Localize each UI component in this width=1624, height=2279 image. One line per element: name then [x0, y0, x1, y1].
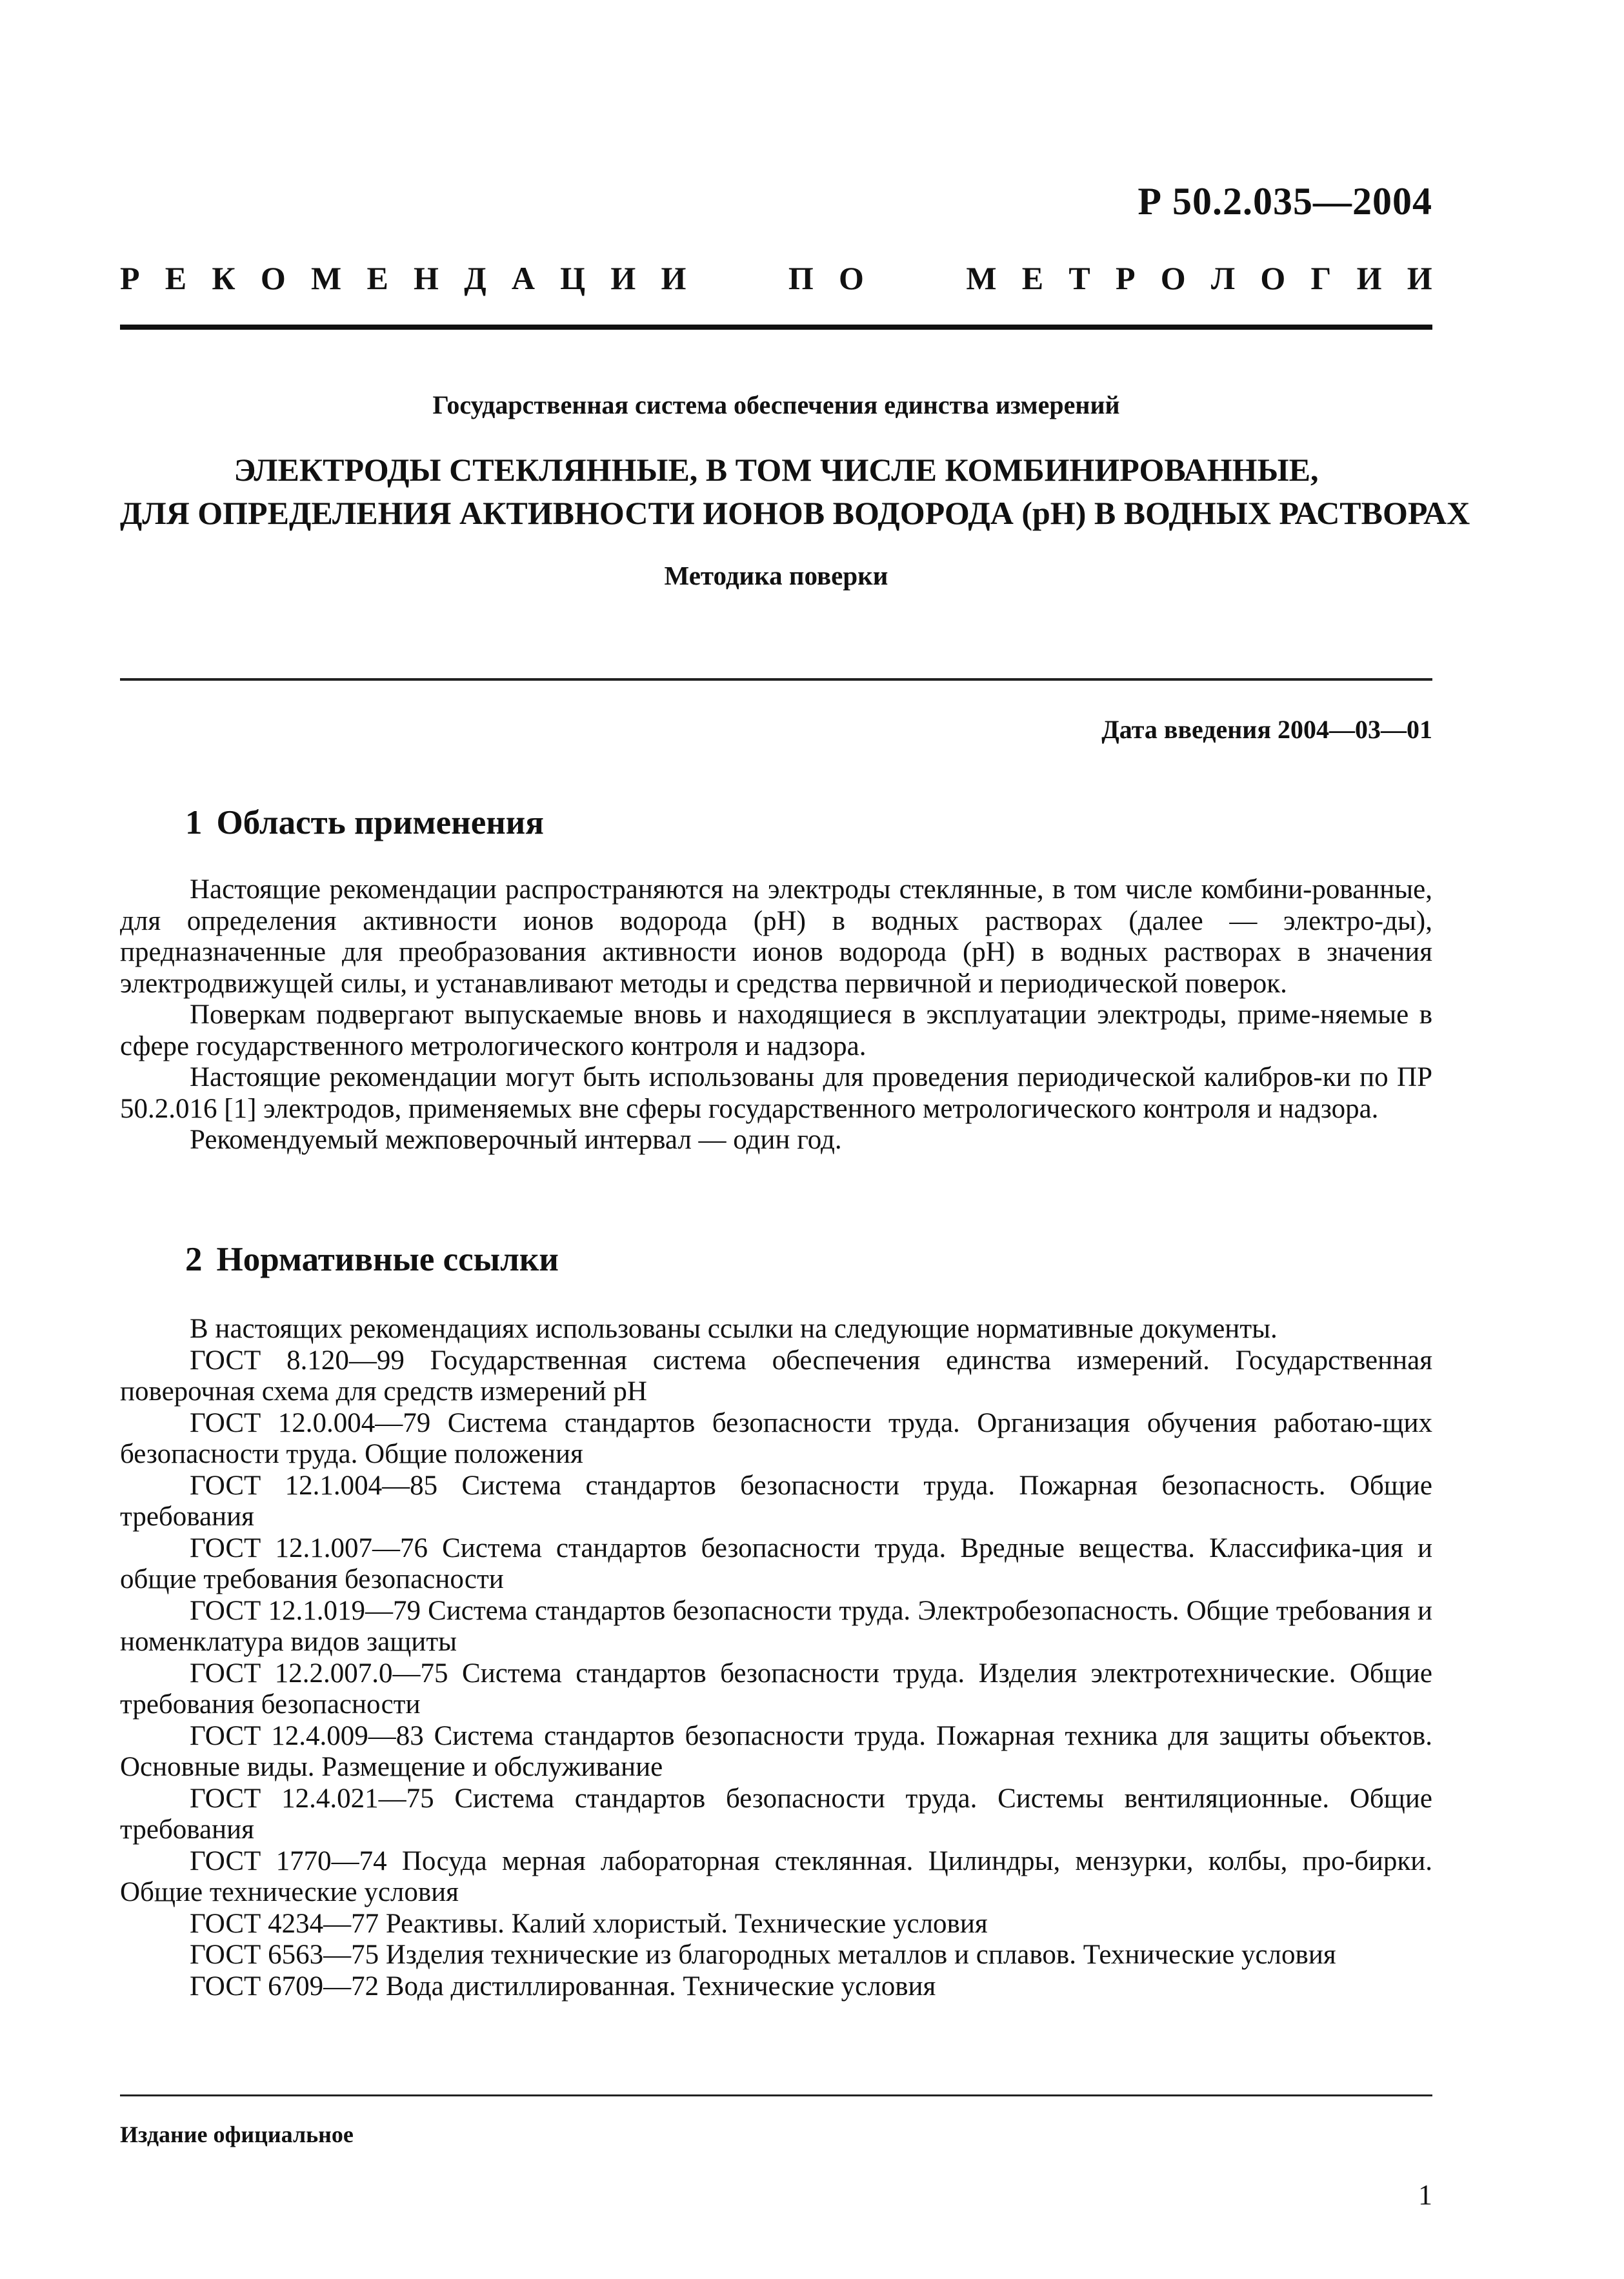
reference-item: ГОСТ 12.4.009—83 Система стандартов безопасности труда. Пожарная техника для защиты объектов. Основные виды. Размещение и обслуживание [120, 1720, 1432, 1782]
banner-letter: И [661, 260, 687, 296]
paragraph: Настоящие рекомендации распространяются на электроды стеклянные, в том числе комбини-рованные, для определения активности ионов водорода (рН) в водных растворах (далее — электро-ды), предназначенные для преобразования активности ионов водорода (рН) в водных растворах в значения электродвижущей силы, и устанавливают методы и средства первичной и периодической поверок. [120, 874, 1432, 999]
reference-item: ГОСТ 12.1.004—85 Система стандартов безопасности труда. Пожарная безопасность. Общие требования [120, 1470, 1432, 1532]
section-1-title: Область применения [216, 804, 544, 841]
paragraph: В настоящих рекомендациях использованы ссылки на следующие нормативные документы. [190, 1314, 1278, 1344]
banner-letter: А [511, 260, 535, 296]
section-2-heading [185, 1240, 559, 1279]
paragraph: Поверкам подвергают выпускаемые вновь и находящиеся в эксплуатации электроды, приме-няемые в сфере государственного метрологического контроля и надзора. [120, 999, 1432, 1061]
banner-letter: О [260, 260, 286, 296]
document-title-line-2: ДЛЯ ОПРЕДЕЛЕНИЯ АКТИВНОСТИ ИОНОВ ВОДОРОДА (рН) В ВОДНЫХ РАСТВОРАХ [120, 495, 1470, 531]
section-1-body [120, 874, 1432, 1156]
series-banner [120, 259, 1432, 297]
banner-letter: О [1160, 260, 1186, 296]
section-2-title: Нормативные ссылки [216, 1241, 559, 1278]
reference-item: ГОСТ 1770—74 Посуда мерная лабораторная стеклянная. Цилиндры, мензурки, колбы, про-бирки. Общие технические условия [120, 1845, 1432, 1907]
reference-item: ГОСТ 6709—72 Вода дистиллированная. Технические условия [190, 1971, 936, 2002]
document-number: Р 50.2.035—2004 [1138, 180, 1432, 223]
banner-letter: М [966, 260, 997, 296]
banner-letter: И [1407, 260, 1432, 296]
reference-item: ГОСТ 12.0.004—79 Система стандартов безопасности труда. Организация обучения работаю-щих безопасности труда. Общие положения [120, 1407, 1432, 1469]
banner-letter: Е [1021, 260, 1044, 296]
banner-letter: И [610, 260, 636, 296]
reference-item: ГОСТ 12.1.007—76 Система стандартов безопасности труда. Вредные вещества. Классифика-ция и общие требования безопасности [120, 1532, 1432, 1594]
introduction-date: Дата введения 2004—03—01 [1101, 715, 1432, 744]
banner-word-gap [712, 259, 763, 297]
reference-item: ГОСТ 8.120—99 Государственная система обеспечения единства измерений. Государственная поверочная схема для средств измерений рН [120, 1345, 1432, 1407]
banner-letter: О [838, 260, 864, 296]
paragraph: Настоящие рекомендации могут быть использованы для проведения периодической калибров-ки по ПР 50.2.016 [1] электродов, применяемых вне сферы государственного метрологического контроля и надзора. [120, 1062, 1432, 1124]
reference-item: ГОСТ 6563—75 Изделия технические из благородных металлов и сплавов. Технические условия [190, 1940, 1336, 1970]
page-number: 1 [1418, 2179, 1432, 2211]
banner-letter: Д [464, 260, 486, 296]
banner-letter: Е [165, 260, 187, 296]
banner-letter: М [311, 260, 342, 296]
banner-letter: О [1260, 260, 1286, 296]
edition-note: Издание официальное [120, 2122, 354, 2147]
banner-letter: К [212, 260, 236, 296]
banner-letter: Р [1115, 260, 1136, 296]
banner-letter: И [1356, 260, 1382, 296]
supertitle: Государственная система обеспечения единства измерений [432, 390, 1120, 419]
banner-letter: Л [1210, 260, 1236, 296]
document-subtitle: Методика поверки [664, 561, 888, 590]
document-title-line-1: ЭЛЕКТРОДЫ СТЕКЛЯННЫЕ, В ТОМ ЧИСЛЕ КОМБИНИРОВАННЫЕ, [234, 452, 1319, 488]
banner-letter: Н [414, 260, 439, 296]
section-1-number: 1 [185, 804, 203, 841]
title-divider [120, 678, 1432, 681]
header-rule [120, 325, 1432, 330]
reference-item: ГОСТ 12.4.021—75 Система стандартов безопасности труда. Системы вентиляционные. Общие требования [120, 1783, 1432, 1845]
banner-letter: Г [1310, 260, 1332, 296]
footer-rule [120, 2094, 1432, 2096]
section-2-number: 2 [185, 1241, 203, 1278]
section-2-body [120, 1314, 1432, 2002]
reference-item: ГОСТ 12.1.019—79 Система стандартов безопасности труда. Электробезопасность. Общие требования и номенклатура видов защиты [120, 1595, 1432, 1657]
paragraph: Рекомендуемый межповерочный интервал — один год. [190, 1125, 842, 1155]
banner-letter: Т [1068, 260, 1090, 296]
banner-letter: Е [366, 260, 388, 296]
banner-letter: Ц [560, 260, 586, 296]
reference-item: ГОСТ 4234—77 Реактивы. Калий хлористый. Технические условия [190, 1908, 988, 1939]
reference-item: ГОСТ 12.2.007.0—75 Система стандартов безопасности труда. Изделия электротехнические. Общие требования безопасности [120, 1658, 1432, 1720]
banner-letter: П [788, 260, 814, 296]
section-1-heading [185, 803, 544, 842]
banner-word-gap [889, 259, 941, 297]
banner-letter: Р [120, 260, 140, 296]
